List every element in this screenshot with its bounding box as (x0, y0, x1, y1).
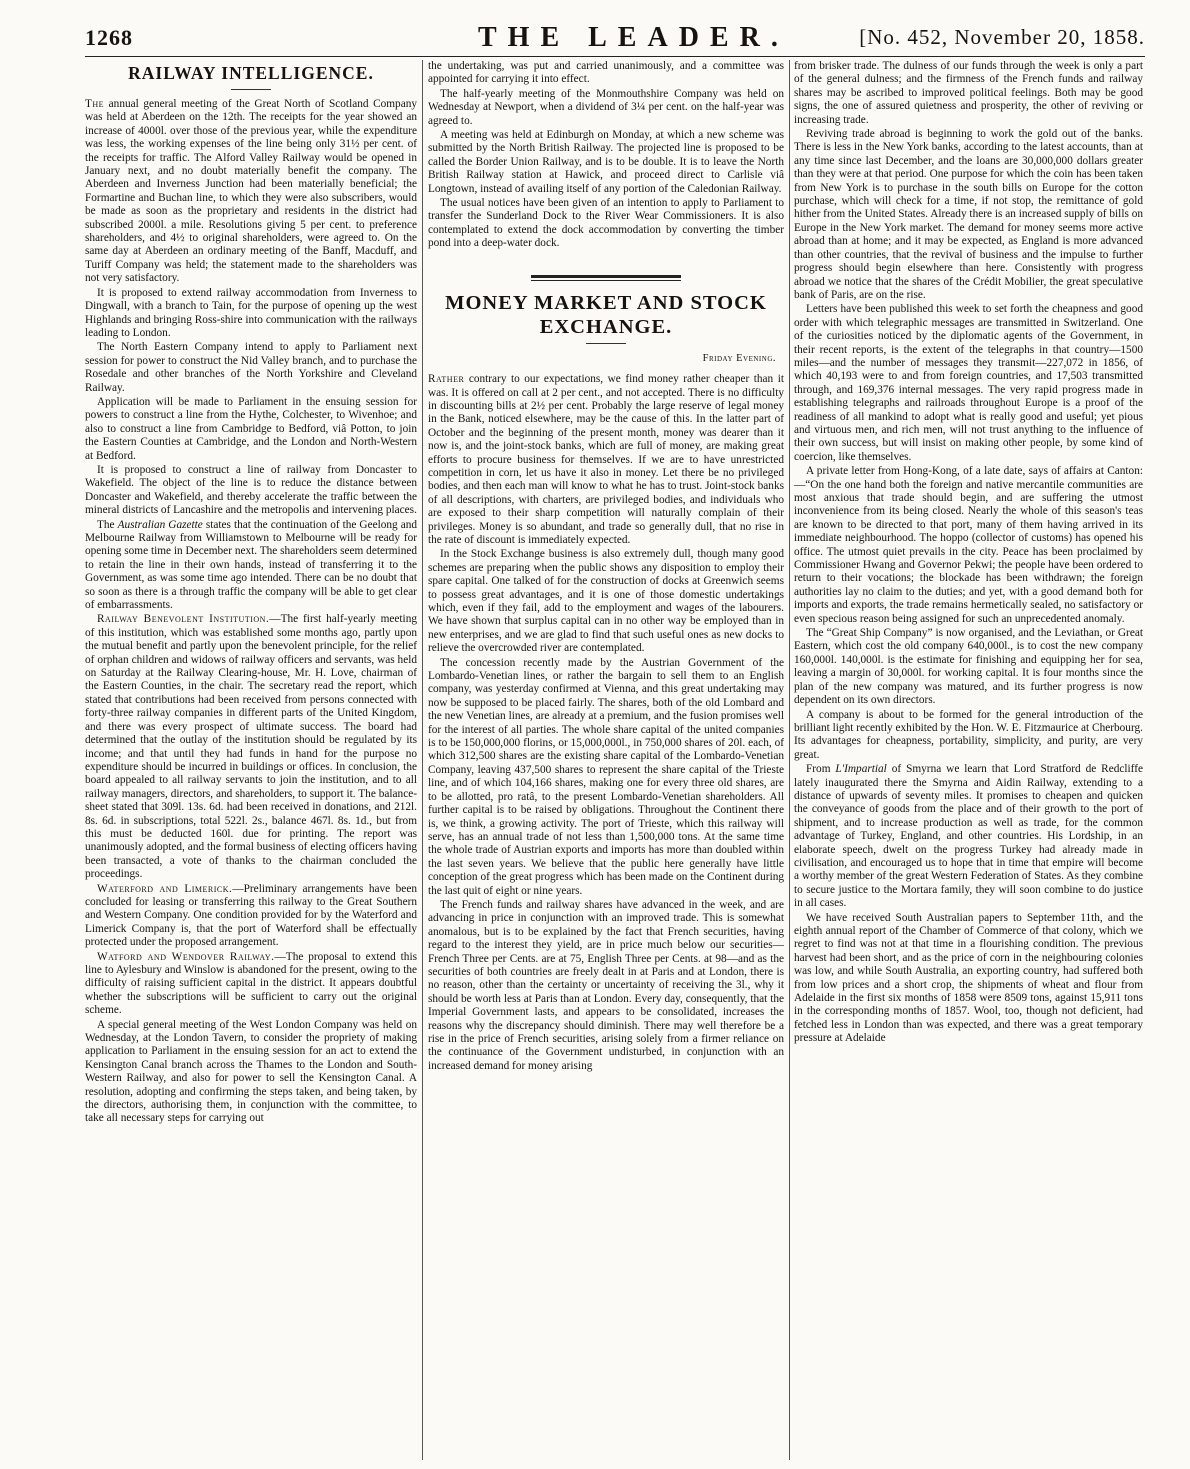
title-rule (231, 89, 271, 90)
section-divider (531, 275, 681, 281)
paragraph: The concession recently made by the Austrian Government of the Lombardo-Venetian lines, or rather the bargain to sell them to an English company, was yesterday confirmed at Vienna, and this great undertaking may now be supposed to be placed fairly. The shares, both of the old Lombard and the new Venetian lines, are already at a premium, and the fusion promises well for the interest of all parties. The whole share capital of the united companies is to be 150,000,000 florins, or 15,000,000l., in 750,000 shares of 20l. each, of which 312,500 shares are the existing share capital of the Lombardo-Venetian Company, leaving 437,500 shares to represent the share capital of the Trieste line, and of which 104,166 shares, making one for every three old shares, are to be allotted, pro ratâ, to the present Lombardo-Venetian shareholders. All further capital is to be raised by obligations. Throughout the Continent there is, we think, a growing activity. The port of Trieste, which this railway will serve, has an annual trade of not less than 1,500,000 tons. At the same time the whole trade of Austrian exports and imports has more than doubled within the last seven years. We believe that the public here generally have little conception of the great progress which has been made on the Continent during the last quit of eight or nine years. (428, 656, 784, 897)
paragraph: It is proposed to extend railway accommodation from Inverness to Dingwall, with a branch to Tain, for the purpose of opening up the west Highlands and bringing Ross-shire into communication with the railways leading to London. (85, 286, 417, 339)
paragraph: We have received South Australian papers to September 11th, and the eighth annual report of the Chamber of Commerce of that colony, which we regret to find was not at that time in a flourishing condition. The previous harvest had been short, and as the price of corn in the neighbouring colonies was low, and while South Australia, an exporting country, had suffered both from low prices and a short crop, the shipments of wheat and flour from Adelaide in the first six months of 1858 were 8509 tons, against 15,911 tons in the corresponding months of 1857. Wool, too, though not deficient, had fetched less in London than was expected, and there was a great temporary pressure at Adelaide (794, 911, 1143, 1045)
paragraph-text: states that the continuation of the Geelong and Melbourne Railway from Williamstown to Melbourne will be ready for opening some time in December next. The shareholders seem determined to retain the line in their own hands, instead of transferring it to the Government, as was some time ago intended. There can be no doubt that so soon as there is a through traffic the company will be able to get clear of embarrassments. (85, 518, 417, 612)
paragraph (85, 98, 417, 286)
paragraph: The North Eastern Company intend to apply to Parliament next session for power to construct the Nid Valley branch, and to purchase the Rosedale and other branches of the North Yorkshire and Cleveland Railway. (85, 341, 417, 394)
paragraph: Letters have been published this week to set forth the cheapness and good order with which telegraphic messages are transmitted in Switzerland. One of the curiosities noticed by the diplomatic agents of the Government, in their recent reports, is the extent of the telegraphs in that country—1500 miles—and the number of messages they transmit—227,072 in 1856, of which 40,193 were to and from foreign countries, and 17,503 transmitted through, and 169,376 internal messages. The very rapid progress made in establishing telegraphs and railroads throughout Europe is a proof of the readiness of all mankind to adopt what is really good and useful; yet pious and virtuous men, and rich men, will not trust anything to the influence of their own success, but will insist on making other people, by some kind of coercion, like themselves. (794, 303, 1143, 463)
paragraph-text: —The proposal to extend this line to Aylesbury and Winslow is abandoned for the present, owing to the difficulty of raising sufficient capital in the district. It appears doubtful whether the subscriptions will be sufficient to carry out the original scheme. (85, 950, 417, 1017)
column-1 (85, 60, 417, 1460)
paragraph: from brisker trade. The dulness of our funds through the week is only a part of the general dulness; and the firmness of the French funds and railway shares may be ascribed to improved political feelings. Both may be good signs, the one of assured quietness and prosperity, the other of reviving or increasing trade. (794, 60, 1143, 126)
paragraph (85, 519, 417, 613)
paragraph: the undertaking, was put and carried unanimously, and a committee was appointed for carrying it into effect. (428, 60, 784, 86)
masthead: THE LEADER. (478, 22, 789, 53)
paragraph: The “Great Ship Company” is now organised, and the Leviathan, or Great Eastern, which cost the old company 640,000l., is to cost the new company 160,000l. 140,000l. is the estimate for finishing and equipping her for sea, leaving a margin of 30,000l. for working capital. It is four months since the plan of the new company was matured, and its further progress is now dependent on its own directors. (794, 627, 1143, 707)
lead-word: Rather (428, 373, 465, 386)
item-heading: Watford and Wendover Railway. (97, 950, 275, 963)
title-rule (586, 343, 626, 344)
publication-name: Australian Gazette (117, 518, 203, 531)
paragraph: A special general meeting of the West London Company was held on Wednesday, at the London Tavern, to consider the propriety of making application to Parliament in the ensuing session for an act to extend the Kensington Canal branch across the Thames to the London and South-Western Railway, and also for power to sell the Kensington Canal. A resolution, adopting and confirming the steps taken, and being taken, by the directors, authorising them, in conjunction with the committee, to take all necessary steps for carrying out (85, 1018, 417, 1125)
money-section-title (428, 291, 784, 339)
dateline: Friday Evening. (702, 352, 776, 364)
paragraph-text: of Smyrna we learn that Lord Stratford de Redcliffe lately inaugurated there the Smyrna and Aidin Railway, extending to a distance of upwards of seventy miles. It promises to cheapen and quicken the conveyance of goods from the place and of their growth to the port of shipment, and to increase production as well as trade, for the common advantage of Turkey, England, and other countries. His Lordship, in an elaborate speech, dwelt on the progress Turkey had already made in civilisation, and encouraged us to hope that in time that empire will become a worthy member of the great Western Federation of States. As they combine to secure justice to the Mortara family, they will soon combine to do justice in all cases. (794, 763, 1143, 910)
column-2 (428, 60, 784, 1460)
paragraph: A private letter from Hong-Kong, of a late date, says of affairs at Canton:—“On the one hand both the foreign and native mercantile communities are most anxious that trade should begin, and are suffering the utmost inconvenience from its being closed. Nearly the whole of this season's teas are known to be directed to that port, many of them having arrived in its immediate neighbourhood. The hoppo (collector of customs) has opened his office. The utmost quiet prevails in the city. Peace has been proclaimed by Commissioner Hwang and Governor Pekwi; the people have been ordered to return to their vocations; the blockade has been withdrawn; the foreign authorities lay no claim to the duties; and yet, with a good demand both for imports and exports, the trade remains hermetically sealed, no satisfactory or even specious reason being assigned for such an unprecedented anomaly. (794, 465, 1143, 625)
lead-word: From (806, 763, 831, 776)
paragraph-text: annual general meeting of the Great North of Scotland Company was held at Aberdeen on the 12th. The receipts for the year showed an increase of 4000l. over those of the previous year, while the expenditure was less, the working expenses of the line being only 31½ per cent. of the receipts for traffic. The Alford Valley Railway would be opened in January next, and no doubt materially benefit the company. The Aberdeen and Inverness Junction had been materially beneficial; the Formartine and Buchan line, to which they were also subscribers, would be made as soon as the proprietary and residents in the district had subscribed 2000l. a mile. Resolutions giving 5 per cent. to preference shareholders, and 4½ to original shareholders, were agreed to. On the same day at Aberdeen an ordinary meeting of the Banff, Macduff, and Turiff Company was held; the statement made to the shareholders was not very satisfactory. (85, 98, 417, 285)
paragraph-text: —Preliminary arrangements have been concluded for leasing or transferring this railway to the Great Southern and Western Company. One condition provided for by the Waterford and Limerick Company is, that the port of Waterford shall be effectually protected under the proposed arrangement. (85, 882, 417, 949)
page-number: 1268 (85, 25, 133, 50)
item-heading: Railway Benevolent Institution. (97, 613, 270, 626)
paragraph: The French funds and railway shares have advanced in the week, and are advancing in price in conjunction with an improved trade. This is somewhat anomalous, but is to be explained by the fact that French securities, having regard to the interest they yield, are in price much below our securities—French Three per Cents. are at 75, English Three per Cents. at 98—and as the securities of both countries are freely dealt in at Paris and at London, there is no reason, other than the certainty or uncertainty of receiving the 3l., why it should be worth less at Paris than at London. Every day, consequently, that the Imperial Government lasts, and appears to be consolidated, increases the reasons why the discrepancy should diminish. There may well therefore be a rise in the price of French securities, arising solely from a firmer reliance on the continuance of the Government undisturbed, in conjunction with an increased demand for money arising (428, 898, 784, 1072)
paragraph: Reviving trade abroad is beginning to work the gold out of the banks. There is less in the New York banks, according to the latest accounts, than at any time since last December, and the loans are 30,000,000 dollars greater than they were at that period. One purpose for which the coin has been taken from New York is to purchase in the south bills on Europe for the cotton purchase, which will check for a time, if not stop, the remittance of gold hither from the United States. Already there is an increased supply of bills on Europe in the New York market. The demand for money seems more active abroad than at home; and it may be expected, as England is more advanced than other countries, that the revival of business and the impulse to further progress should begin elsewhere than here. Consistently with progress abroad we notice that the shares of the Crédit Mobilier, the great speculative bank of Paris, are on the rise. (794, 128, 1143, 301)
paragraph: The half-yearly meeting of the Monmouthshire Company was held on Wednesday at Newport, when a dividend of 3¼ per cent. on the half-year was agreed to. (428, 87, 784, 127)
paragraph (85, 613, 417, 881)
paragraph: The usual notices have been given of an intention to apply to Parliament to transfer the Sunderland Dock to the River Wear Commissioners. It is also contemplated to extend the dock accommodation by converting the timber pond into a deep-water dock. (428, 197, 784, 250)
publication-name: L'Impartial (835, 763, 887, 776)
lead-word: The (97, 518, 115, 531)
paragraph-text: —The first half-yearly meeting of this institution, which was established some months ago, partly upon the mutual benefit and partly upon the benevolent principle, for the relief of orphan children and widows of railway officers and servants, was held on Saturday at the Railway Clearing-house, Mr. H. Love, chairman of the Eastern Counties, in the chair. The secretary read the report, which stated that contributions had been received from persons connected with forty-three railway companies in different parts of the United Kingdom, and there was every prospect of ultimate success. The board had determined that the outlay of the institution should be regulated by its income; and that until they had funds in hand for the purpose no expenditure should be incurred in buildings or offices. In conclusion, the board appealed to all railway servants to join the institution, and to all railway managers, directors, and shareholders, to support it. The balance-sheet stated that 309l. 13s. 6d. had been received in donations, and 212l. 8s. 6d. in subscriptions, total 522l. 2s., balance 467l. 8s. 1d., but from this must be deducted 160l. due for printing. The report was unanimously adopted, and the formal business of electing officers having been transacted, a vote of thanks to the chairman concluded the proceedings. (85, 613, 417, 881)
paragraph (85, 883, 417, 950)
paragraph-text: contrary to our expectations, we find money rather cheaper than it was. It is offered on call at 2 per cent., and not accepted. There is no difficulty in discounting bills at 2½ per cent. Probably the large reserve of legal money in the Bank, noticed elsewhere, may be the cause of this. In the latter part of October and the beginning of the present month, money was dearer than it now is, and the joint-stock banks, which are full of money, are making great efforts to procure business for themselves. If we are to have unrestricted competition in corn, let us have it also in money. Let there be no privileged bodies, and then each man will know to what he has to trust. Joint-stock banks of all descriptions, with charters, are privileged bodies, and individuals who are exposed to their sharp competition will naturally complain of their privileges. Money is so abundant, and trade so generally dull, that no rise in the rate of discount is immediately expected. (428, 373, 784, 546)
lead-word: The (85, 98, 105, 110)
paragraph: Application will be made to Parliament in the ensuing session for powers to construct a line from the Hythe, Colchester, to Wivenhoe; and also to construct a line from Cambridge to Bedford, viâ Potton, to join the Eastern Counties at Cambridge, and the London and North-Western at Bedford. (85, 395, 417, 462)
paragraph: It is proposed to construct a line of railway from Doncaster to Wakefield. The object of the line is to reduce the distance between Doncaster and Wakefield, and thereby accelerate the traffic between the mineral districts of Lancashire and the metropolis and intervening places. (85, 463, 417, 517)
railway-section-title: RAILWAY INTELLIGENCE. (128, 63, 374, 83)
money-title-line-2: EXCHANGE. (539, 315, 673, 338)
item-heading: Waterford and Limerick. (97, 882, 233, 895)
paragraph (428, 373, 784, 547)
money-title-line-1: MONEY MARKET AND STOCK (445, 291, 767, 314)
paragraph (85, 951, 417, 1018)
paragraph (794, 763, 1143, 910)
paragraph: A company is about to be formed for the general introduction of the brilliant light recently exhibited by the Hon. W. E. Fitzmaurice at Cherbourg. Its advantages for cheapness, portability, simplicity, and purity, are very great. (794, 708, 1143, 761)
page-header (85, 22, 1145, 57)
column-3 (794, 60, 1143, 1460)
paragraph: In the Stock Exchange business is also extremely dull, though many good schemes are preparing when the public shows any disposition to employ their spare capital. One talked of for the construction of docks at Greenwich seems to possess great advantages, and it is one of those domestic undertakings which, even if they fail, add to the employment and wages of the labourers. We have shown that surplus capital can in no other way be employed than in new enterprises, and we are glad to find that such useful ones as new docks to relieve the overcrowded river are contemplated. (428, 548, 784, 655)
column-rule (422, 60, 423, 1460)
issue-info: [No. 452, November 20, 1858. (859, 25, 1145, 49)
column-rule (789, 60, 790, 1460)
paragraph: A meeting was held at Edinburgh on Monday, at which a new scheme was submitted by the North British Railway. The projected line is proposed to be called the Border Union Railway, and is to be double. It is to leave the North British Railway station at Hawick, and proceed direct to Carlisle viâ Longtown, instead of availing itself of any portion of the Caledonian Railway. (428, 129, 784, 195)
